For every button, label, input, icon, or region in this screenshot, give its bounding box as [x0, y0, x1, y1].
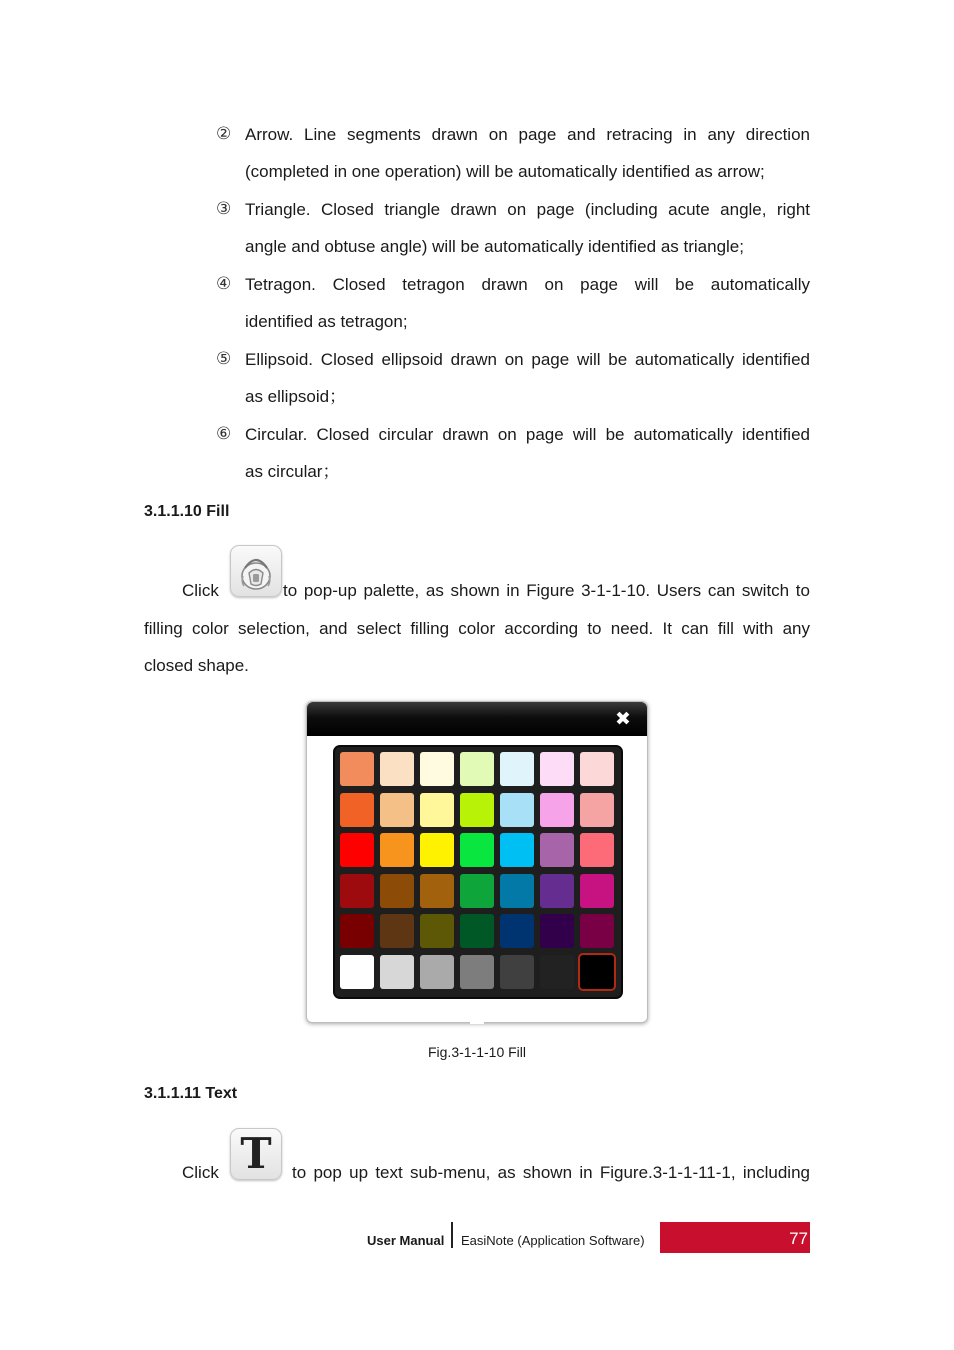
- color-swatch[interactable]: [420, 955, 454, 989]
- color-swatch[interactable]: [380, 914, 414, 948]
- list-item-arrow: [216, 116, 810, 190]
- color-swatch[interactable]: [420, 793, 454, 827]
- page-number: 77: [789, 1229, 808, 1248]
- color-swatch[interactable]: [500, 752, 534, 786]
- text-tool-button[interactable]: [230, 1128, 282, 1180]
- color-swatch[interactable]: [420, 833, 454, 867]
- footer-product-name: EasiNote (Application Software): [461, 1233, 645, 1248]
- color-swatch-grid: [333, 745, 623, 999]
- color-swatch[interactable]: [380, 874, 414, 908]
- color-swatch[interactable]: [580, 793, 614, 827]
- color-swatch[interactable]: [340, 833, 374, 867]
- list-text-line1: Tetragon. Closed tetragon drawn on page will be automatically: [245, 275, 810, 294]
- color-swatch[interactable]: [420, 752, 454, 786]
- color-swatch[interactable]: [460, 833, 494, 867]
- color-swatch[interactable]: [500, 793, 534, 827]
- color-swatch[interactable]: [340, 955, 374, 989]
- click-label: Click: [182, 1163, 219, 1182]
- color-swatch[interactable]: [580, 955, 614, 989]
- color-swatch[interactable]: [500, 914, 534, 948]
- list-item-ellipsoid: [216, 341, 810, 415]
- color-swatch[interactable]: [380, 793, 414, 827]
- color-swatch[interactable]: [500, 955, 534, 989]
- fill-paragraph-line3: closed shape.: [144, 656, 249, 675]
- color-swatch[interactable]: [500, 874, 534, 908]
- color-swatch[interactable]: [540, 752, 574, 786]
- figure-caption: Fig.3-1-1-10 Fill: [427, 1044, 527, 1060]
- fill-bucket-icon: [231, 546, 281, 596]
- color-swatch[interactable]: [460, 914, 494, 948]
- color-swatch[interactable]: [460, 874, 494, 908]
- palette-title-bar: [307, 702, 647, 736]
- fill-paragraph-line1: to pop-up palette, as shown in Figure 3-1-1-10. Users can switch to: [283, 581, 810, 600]
- color-swatch[interactable]: [340, 793, 374, 827]
- color-swatch[interactable]: [380, 955, 414, 989]
- list-number: ⑤: [216, 349, 232, 369]
- list-item-circular: [216, 416, 810, 490]
- color-swatch[interactable]: [420, 914, 454, 948]
- list-text-line2: angle and obtuse angle) will be automatically identified as triangle;: [245, 237, 744, 256]
- list-item-triangle: [216, 191, 810, 265]
- section-heading-fill: 3.1.1.10 Fill: [144, 503, 230, 520]
- text-paragraph-line1: to pop up text sub-menu, as shown in Figure.3-1-1-11-1, including: [292, 1163, 810, 1182]
- list-text-line2: as ellipsoid；: [245, 387, 347, 406]
- footer-manual-label: User Manual: [367, 1233, 445, 1248]
- list-number: ②: [216, 124, 232, 144]
- list-number: ③: [216, 199, 232, 219]
- fill-bucket-button[interactable]: [230, 545, 282, 597]
- color-swatch[interactable]: [420, 874, 454, 908]
- footer-divider: [451, 1222, 453, 1248]
- color-swatch[interactable]: [540, 793, 574, 827]
- text-tool-icon: T: [240, 1129, 272, 1178]
- list-text-line1: Circular. Closed circular drawn on page will be automatically identified: [245, 425, 810, 444]
- color-swatch[interactable]: [340, 914, 374, 948]
- color-swatch[interactable]: [540, 955, 574, 989]
- color-swatch[interactable]: [540, 874, 574, 908]
- color-swatch[interactable]: [580, 914, 614, 948]
- list-item-tetragon: [216, 266, 810, 340]
- list-text-line2: (completed in one operation) will be automatically identified as arrow;: [245, 162, 765, 181]
- list-text-line2: identified as tetragon;: [245, 312, 408, 331]
- color-swatch[interactable]: [380, 752, 414, 786]
- list-text-line2: as circular；: [245, 462, 340, 481]
- color-swatch[interactable]: [580, 874, 614, 908]
- fill-palette-dialog: [306, 701, 648, 1023]
- color-swatch[interactable]: [380, 833, 414, 867]
- list-text-line1: Triangle. Closed triangle drawn on page (including acute angle, right: [245, 200, 810, 219]
- color-swatch[interactable]: [580, 752, 614, 786]
- fill-paragraph-line2: filling color selection, and select filling color according to need. It can fill with any: [144, 619, 810, 638]
- page-number-bar: [660, 1222, 810, 1253]
- list-text-line1: Ellipsoid. Closed ellipsoid drawn on page will be automatically identified: [245, 350, 810, 369]
- color-swatch[interactable]: [460, 793, 494, 827]
- section-heading-text: 3.1.1.11 Text: [144, 1085, 238, 1102]
- color-swatch[interactable]: [500, 833, 534, 867]
- color-swatch[interactable]: [460, 955, 494, 989]
- color-swatch[interactable]: [340, 874, 374, 908]
- list-text-line1: Arrow. Line segments drawn on page and retracing in any direction: [245, 125, 810, 144]
- click-label: Click: [182, 581, 219, 600]
- color-swatch[interactable]: [460, 752, 494, 786]
- list-number: ⑥: [216, 424, 232, 444]
- palette-pointer: [470, 1016, 484, 1024]
- color-swatch[interactable]: [580, 833, 614, 867]
- color-swatch[interactable]: [540, 914, 574, 948]
- list-number: ④: [216, 274, 232, 294]
- color-swatch[interactable]: [340, 752, 374, 786]
- color-swatch[interactable]: [540, 833, 574, 867]
- close-icon[interactable]: ✖: [615, 708, 631, 730]
